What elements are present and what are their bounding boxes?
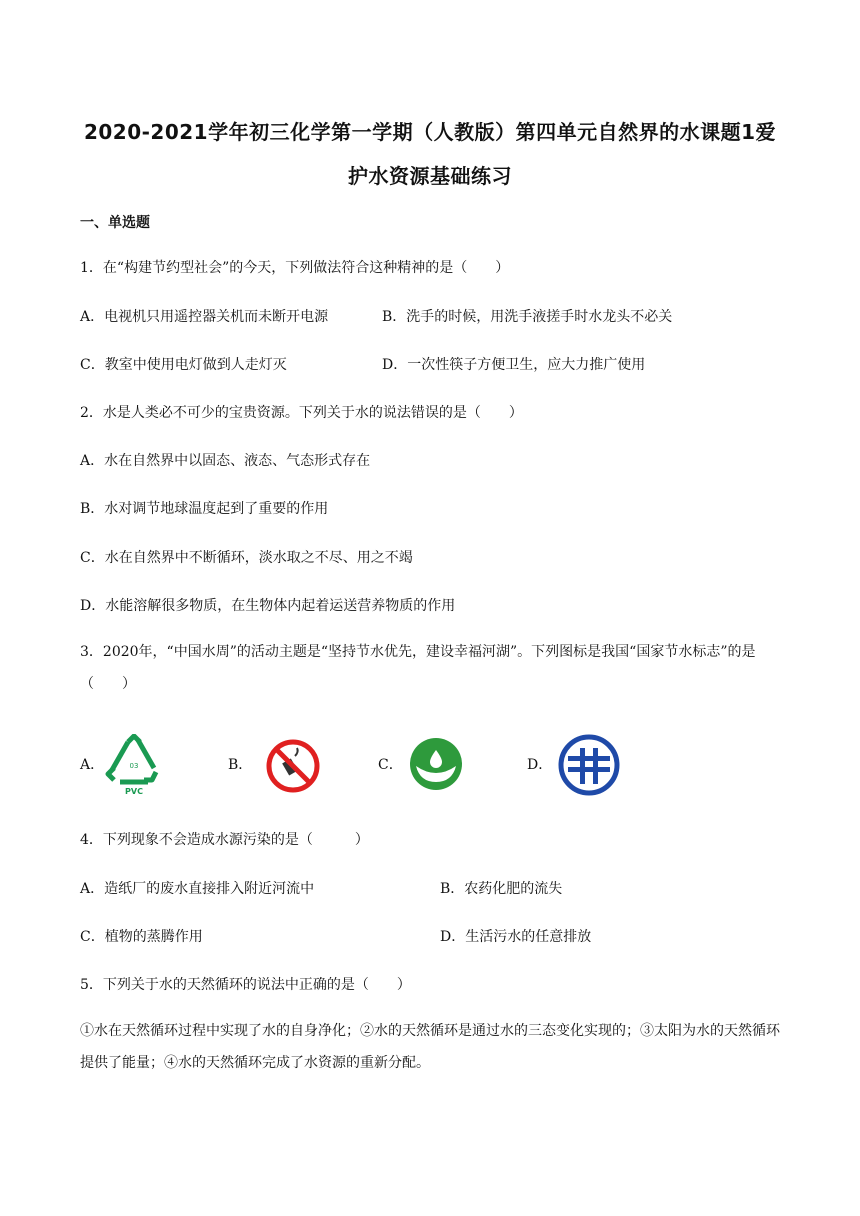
page-title-line-2: 护水资源基础练习	[348, 164, 512, 188]
question-1-option-d: D．一次性筷子方便卫生，应大力推广使用	[382, 357, 646, 373]
question-1-option-c: C．教室中使用电灯做到人走灯灭	[80, 357, 287, 373]
water-drop-hand-icon	[408, 736, 464, 792]
question-3-stem: 3．2020年，“中国水周”的活动主题是“坚持节水优先，建设幸福河湖”。下列图标是我国“国家节水标志”的是（ ）	[80, 644, 756, 692]
question-2-option-d: D．水能溶解很多物质，在生物体内起着运送营养物质的作用	[80, 598, 456, 614]
water-saving-emblem-icon	[558, 734, 620, 796]
question-4-option-c: C．植物的蒸腾作用	[80, 929, 203, 945]
question-4-option-d: D．生活污水的任意排放	[440, 929, 592, 945]
section-heading: 一、单选题	[80, 215, 150, 231]
question-2-option-c: C．水在自然界中不断循环，淡水取之不尽、用之不竭	[80, 550, 413, 566]
page-title-line-1: 2020-2021学年初三化学第一学期（人教版）第四单元自然界的水课题1爱	[83, 120, 777, 144]
question-4-option-a: A．造纸厂的废水直接排入附近河流中	[80, 881, 315, 897]
question-1-option-a: A．电视机只用遥控器关机而未断开电源	[80, 309, 329, 325]
question-5-statements: ①水在天然循环过程中实现了水的自身净化；②水的天然循环是通过水的三态变化实现的；③太阳为水的天然循环提供了能量；④水的天然循环完成了水资源的重新分配。	[80, 1023, 780, 1071]
question-4-option-b: B．农药化肥的流失	[440, 881, 563, 897]
question-3-option-c-label: C．	[378, 757, 403, 773]
recycle-pvc-icon	[104, 734, 164, 796]
question-2-option-a: A．水在自然界中以固态、液态、气态形式存在	[80, 453, 371, 469]
question-3-option-d-label: D．	[527, 757, 553, 773]
question-4-stem: 4．下列现象不会造成水源污染的是（ ）	[80, 832, 369, 848]
question-1-stem: 1．在“构建节约型社会”的今天，下列做法符合这种精神的是（ ）	[80, 260, 510, 276]
question-2-stem: 2．水是人类必不可少的宝贵资源。下列关于水的说法错误的是（ ）	[80, 405, 523, 421]
recycle-material-text: PVC	[125, 787, 143, 796]
question-2-option-b: B．水对调节地球温度起到了重要的作用	[80, 501, 329, 517]
recycle-code-text: 03	[129, 762, 139, 770]
question-3-option-a-label: A．	[80, 757, 105, 773]
question-3-option-b-label: B．	[228, 757, 253, 773]
no-smoking-sign-icon	[265, 738, 321, 794]
question-5-stem: 5．下列关于水的天然循环的说法中正确的是（ ）	[80, 977, 411, 993]
question-1-option-b: B．洗手的时候，用洗手液搓手时水龙头不必关	[382, 309, 673, 325]
